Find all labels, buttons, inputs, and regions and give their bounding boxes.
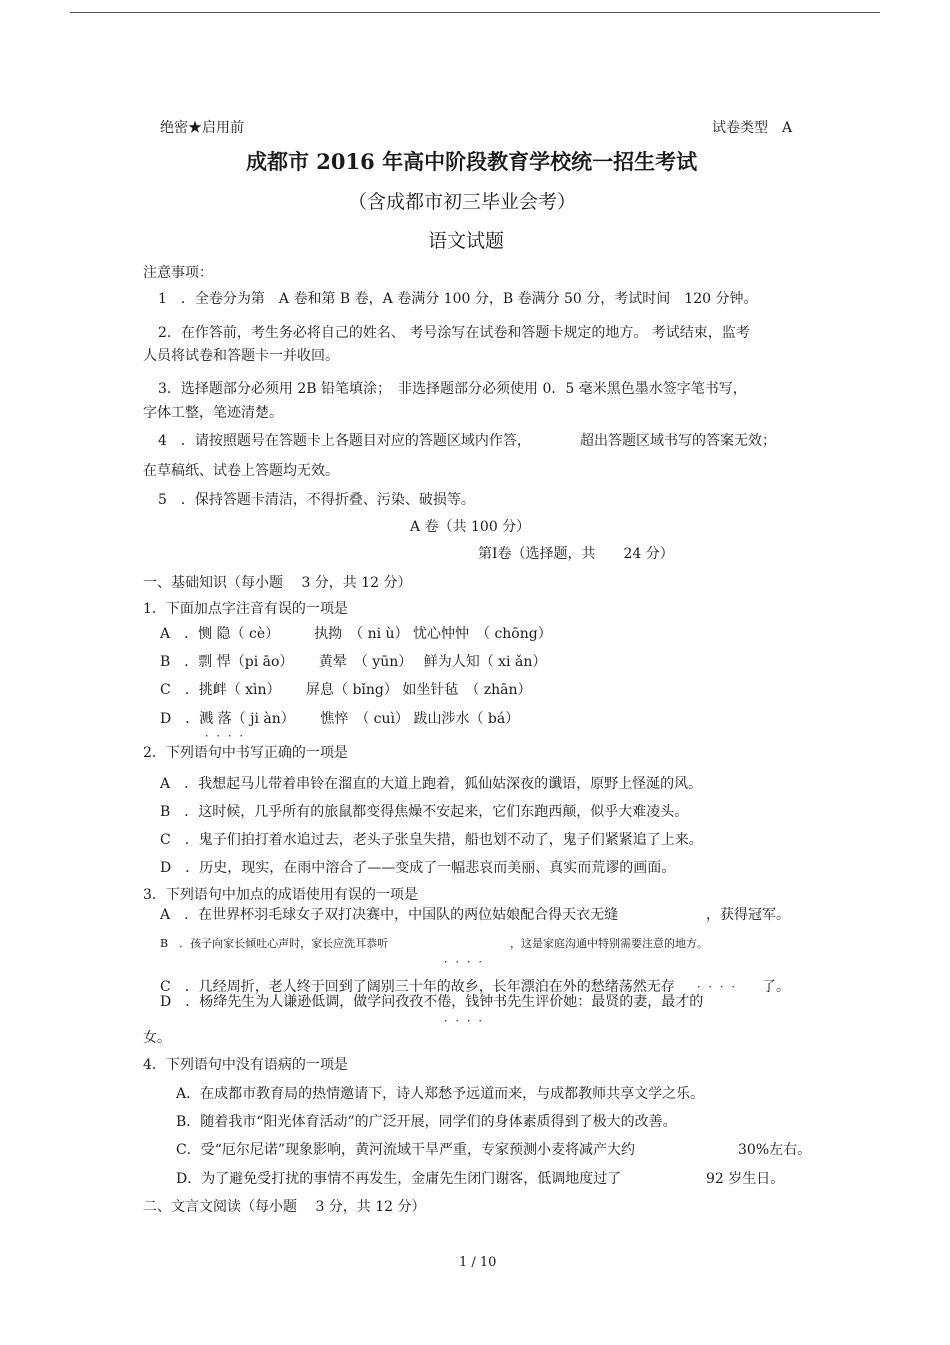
q1-option-c: C ．挑衅（ xìn） 屏息（ bǐng） 如坐针毡 （ zhān） <box>160 682 532 698</box>
note-3-line2: 字体工整，笔迹清楚。 <box>143 405 283 421</box>
section-1-heading: 一、基础知识（每小题 3 分，共 12 分） <box>143 575 412 591</box>
q3-option-d-end: 女。 <box>143 1030 171 1046</box>
q3-option-c: C ．几经周折，老人终于回到了阔别三十年的故乡，长年漂泊在外的愁绪荡然无存 <box>160 979 675 995</box>
q3-option-b: B ．孩子向家长倾吐心声时，家长应洗耳恭听 <box>160 937 389 950</box>
top-rule <box>70 12 880 13</box>
q3-option-a-end: ，获得冠军。 <box>706 907 790 923</box>
q2-option-b: B ．这时候，几乎所有的旅鼠都变得焦燥不安起来，它们东跑西颠，似乎大难凌头。 <box>160 804 689 820</box>
emphasis-dots: ．．．． <box>697 977 749 990</box>
q4-option-a: A．在成都市教育局的热情邀请下，诗人郑愁予远道而来，与成都教师共享文学之乐。 <box>176 1086 705 1102</box>
note-4-line1-end: 超出答题区域书写的答案无效； <box>580 433 776 449</box>
q2-stem: 2．下列语句中书写正确的一项是 <box>143 745 348 761</box>
q1-option-b: B ．剽 悍（pi āo） 黄晕 （ yūn） 鲜为人知（ xi ǎn） <box>160 654 547 670</box>
q4-option-c: C．受“厄尔尼诺”现象影响，黄河流域干旱严重，专家预测小麦将减产大约 <box>176 1142 636 1158</box>
part-a-title: A 卷（共 100 分） <box>410 519 531 535</box>
q3-option-d: D ．杨绛先生为人谦逊低调，做学问孜孜不倦，钱钟书先生评价她：最贤的妻，最才的 <box>160 994 704 1010</box>
emphasis-dots: ．．．． <box>444 952 496 965</box>
q4-option-d-end: 92 岁生日。 <box>706 1171 785 1187</box>
confidential-label: 绝密★启用前 <box>160 120 244 136</box>
subject-title: 语文试题 <box>428 230 505 252</box>
emphasis-dots: ．．．． <box>205 726 257 739</box>
q1-option-a: A ．恻 隐（ cè） 执拗 （ ni ù） 忧心忡忡 （ chōng） <box>160 626 552 642</box>
emphasis-dots: ．．．． <box>444 1011 496 1024</box>
q4-option-c-end: 30%左右。 <box>738 1142 812 1158</box>
note-1: 1 ．全卷分为第 A 卷和第 B 卷，A 卷满分 100 分，B 卷满分 50 分，考试时间 120 分钟。 <box>158 291 758 307</box>
q3-stem: 3．下列语句中加点的成语使用有误的一项是 <box>143 887 418 903</box>
note-5: 5 ．保持答题卡清洁，不得折叠、污染、破损等。 <box>158 492 475 508</box>
q2-option-d: D ．历史，现实，在雨中溶合了——变成了一幅悲哀而美丽、真实而荒谬的画面。 <box>160 860 676 876</box>
q4-option-d: D．为了避免受打扰的事情不再发生，金庸先生闭门谢客，低调地度过了 <box>176 1171 622 1187</box>
notes-heading: 注意事项： <box>143 265 213 281</box>
q2-option-c: C ．鬼子们拍打着水追过去，老头子张皇失措，船也划不动了，鬼子们紧紧追了上来。 <box>160 832 703 848</box>
note-2-line1: 2．在作答前，考生务必将自己的姓名、 考号涂写在试卷和答题卡规定的地方。 考试结束，监考 <box>158 325 750 341</box>
note-2-line2: 人员将试卷和答题卡一并收回。 <box>143 348 339 364</box>
q3-option-a: A ．在世界杯羽毛球女子双打决赛中，中国队的两位姑娘配合得天衣无缝 <box>160 907 619 923</box>
note-4-line1: 4 ．请按照题号在答题卡上各题目对应的答题区域内作答， <box>158 433 531 449</box>
page-number: 1 / 10 <box>459 1255 497 1270</box>
note-4-line2: 在草稿纸、试卷上答题均无效。 <box>143 463 339 479</box>
section-2-heading: 二、文言文阅读（每小题 3 分，共 12 分） <box>143 1199 426 1215</box>
q1-option-d: D ．溅 落（ ji àn） 憔悴 （ cuì） 跋山涉水（ bá） <box>160 711 520 727</box>
q1-stem: 1．下面加点字注音有误的一项是 <box>143 601 348 617</box>
q4-stem: 4．下列语句中没有语病的一项是 <box>143 1057 348 1073</box>
part-1-title: 第Ⅰ卷（选择题，共 24 分） <box>478 546 674 562</box>
paper-type-label: 试卷类型 A <box>712 120 793 136</box>
q3-option-b-end: ，这是家庭沟通中特别需要注意的地方。 <box>510 937 708 950</box>
note-3-line1: 3．选择题部分必须用 2B 铅笔填涂； 非选择题部分必须使用 0．5 毫米黑色墨水签字笔书写， <box>158 381 747 397</box>
q4-option-b: B．随着我市“阳光体育活动”的广泛开展，同学们的身体素质得到了极大的改善。 <box>176 1114 677 1130</box>
q3-option-c-end: 了。 <box>762 979 790 995</box>
exam-subtitle: （含成都市初三毕业会考） <box>348 191 577 213</box>
exam-title: 成都市 2016 年高中阶段教育学校统一招生考试 <box>246 149 698 174</box>
q2-option-a: A ．我想起马儿带着串铃在溜直的大道上跑着，狐仙姑深夜的谶语，原野上怪涎的风。 <box>160 776 703 792</box>
